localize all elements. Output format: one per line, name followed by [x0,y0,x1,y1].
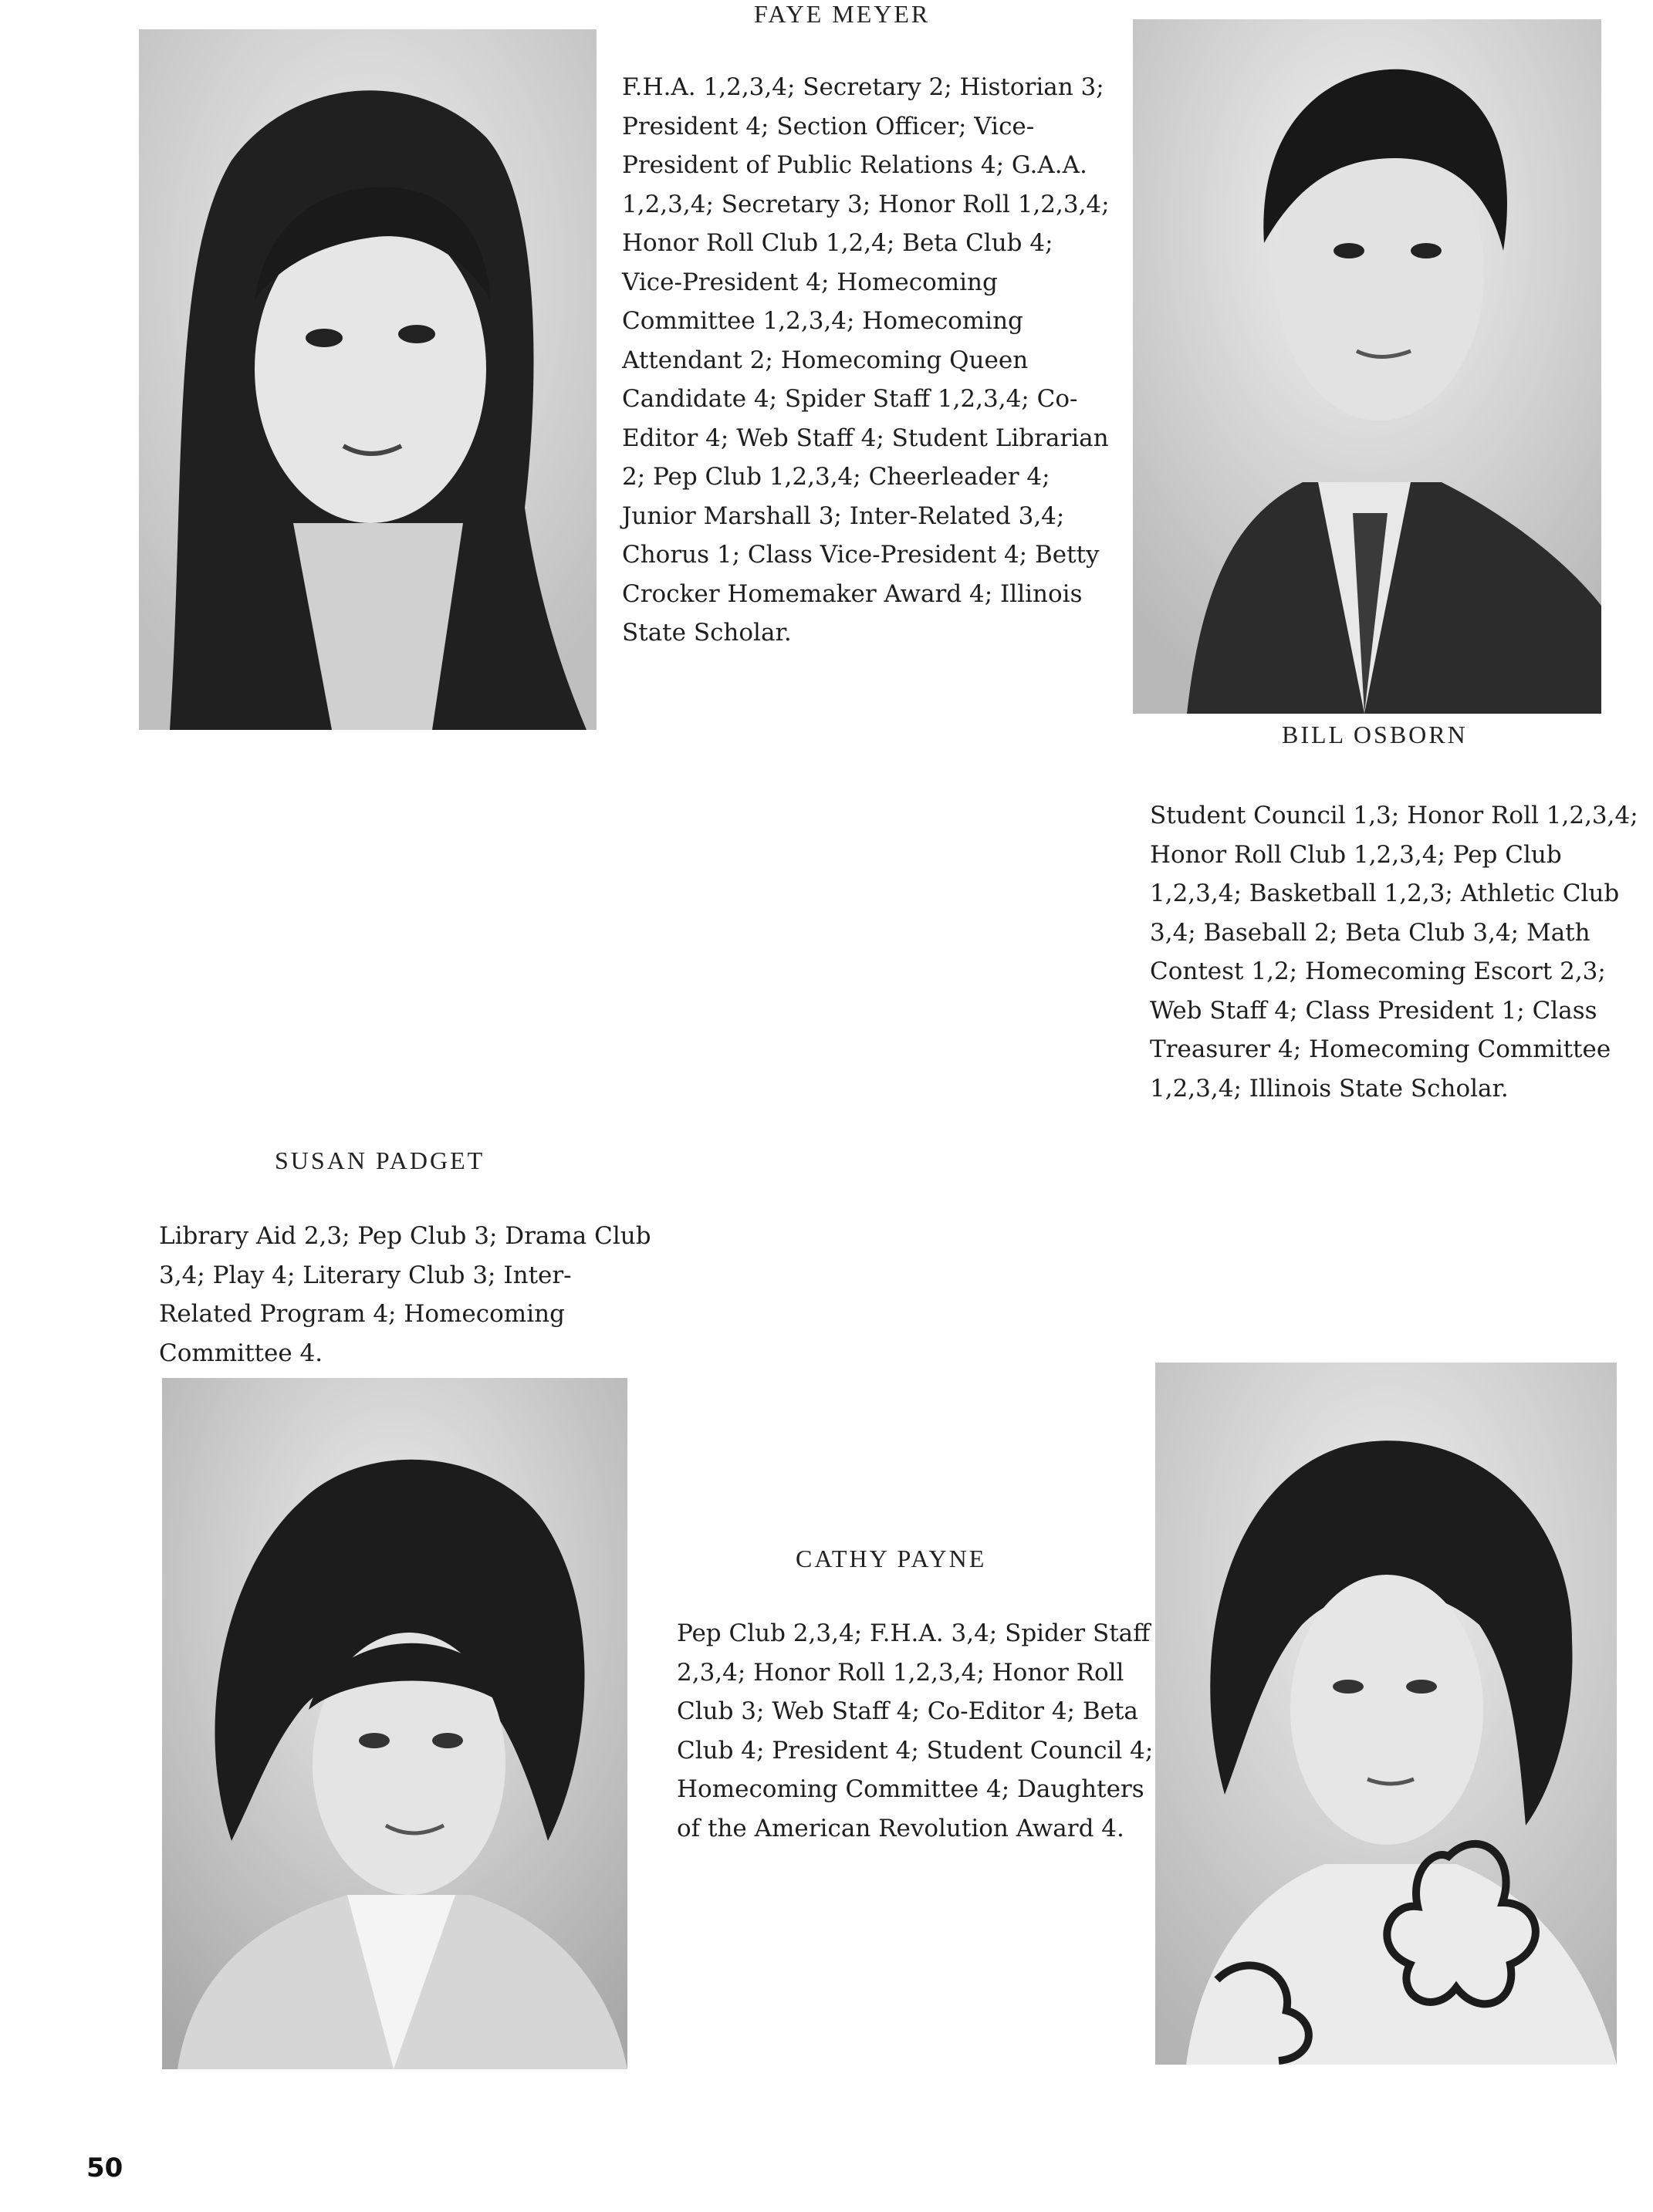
student-name: BILL OSBORN [1282,721,1468,748]
student-activities: Pep Club 2,3,4; F.H.A. 3,4; Spider Staff 2,3,4; Honor Roll 1,2,3,4; Honor Roll Club 3; Web Staff 4; Co-Editor 4; Beta Club 4; President 4; Student Council 4; Homecoming Committee 4; Daughters of the American Revolution Award 4. [677,1619,1154,1842]
student-name: FAYE MEYER [754,0,931,28]
student-name: CATHY PAYNE [796,1545,987,1572]
student-photo-bill-osborn [1133,19,1601,714]
student-activities: Library Aid 2,3; Pep Club 3; Drama Club 3,4; Play 4; Literary Club 3; Inter-Related Program 4; Homecoming Committee 4. [159,1222,651,1367]
student-activities: F.H.A. 1,2,3,4; Secretary 2; Historian 3; President 4; Section Officer; Vice-President of Public Relations 4; G.A.A. 1,2,3,4; Secretary 3; Honor Roll 1,2,3,4; Honor Roll Club 1,2,4; Beta Club 4; Vice-President 4; Homecoming Committee 1,2,3,4; Homecoming Attendant 2; Homecoming Queen Candidate 4; Spider Staff 1,2,3,4; Co-Editor 4; Web Staff 4; Student Librarian 2; Pep Club 1,2,3,4; Cheerleader 4; Junior Marshall 3; Inter-Related 3,4; Chorus 1; Class Vice-President 4; Betty Crocker Homemaker Award 4; Illinois State Scholar. [622,73,1110,647]
page-number: 50 [86,2153,123,2183]
student-name: SUSAN PADGET [275,1147,485,1174]
student-activities: Student Council 1,3; Honor Roll 1,2,3,4; Honor Roll Club 1,2,3,4; Pep Club 1,2,3,4; Basketball 1,2,3; Athletic Club 3,4; Baseball 2; Beta Club 3,4; Math Contest 1,2; Homecoming Escort 2,3; Web Staff 4; Class President 1; Class Treasurer 4; Homecoming Committee 1,2,3,4; Illinois State Scholar. [1150,802,1638,1103]
student-photo-cathy-payne [1155,1363,1617,2065]
student-photo-susan-padget [162,1378,627,2069]
student-photo-faye-meyer [139,29,597,730]
